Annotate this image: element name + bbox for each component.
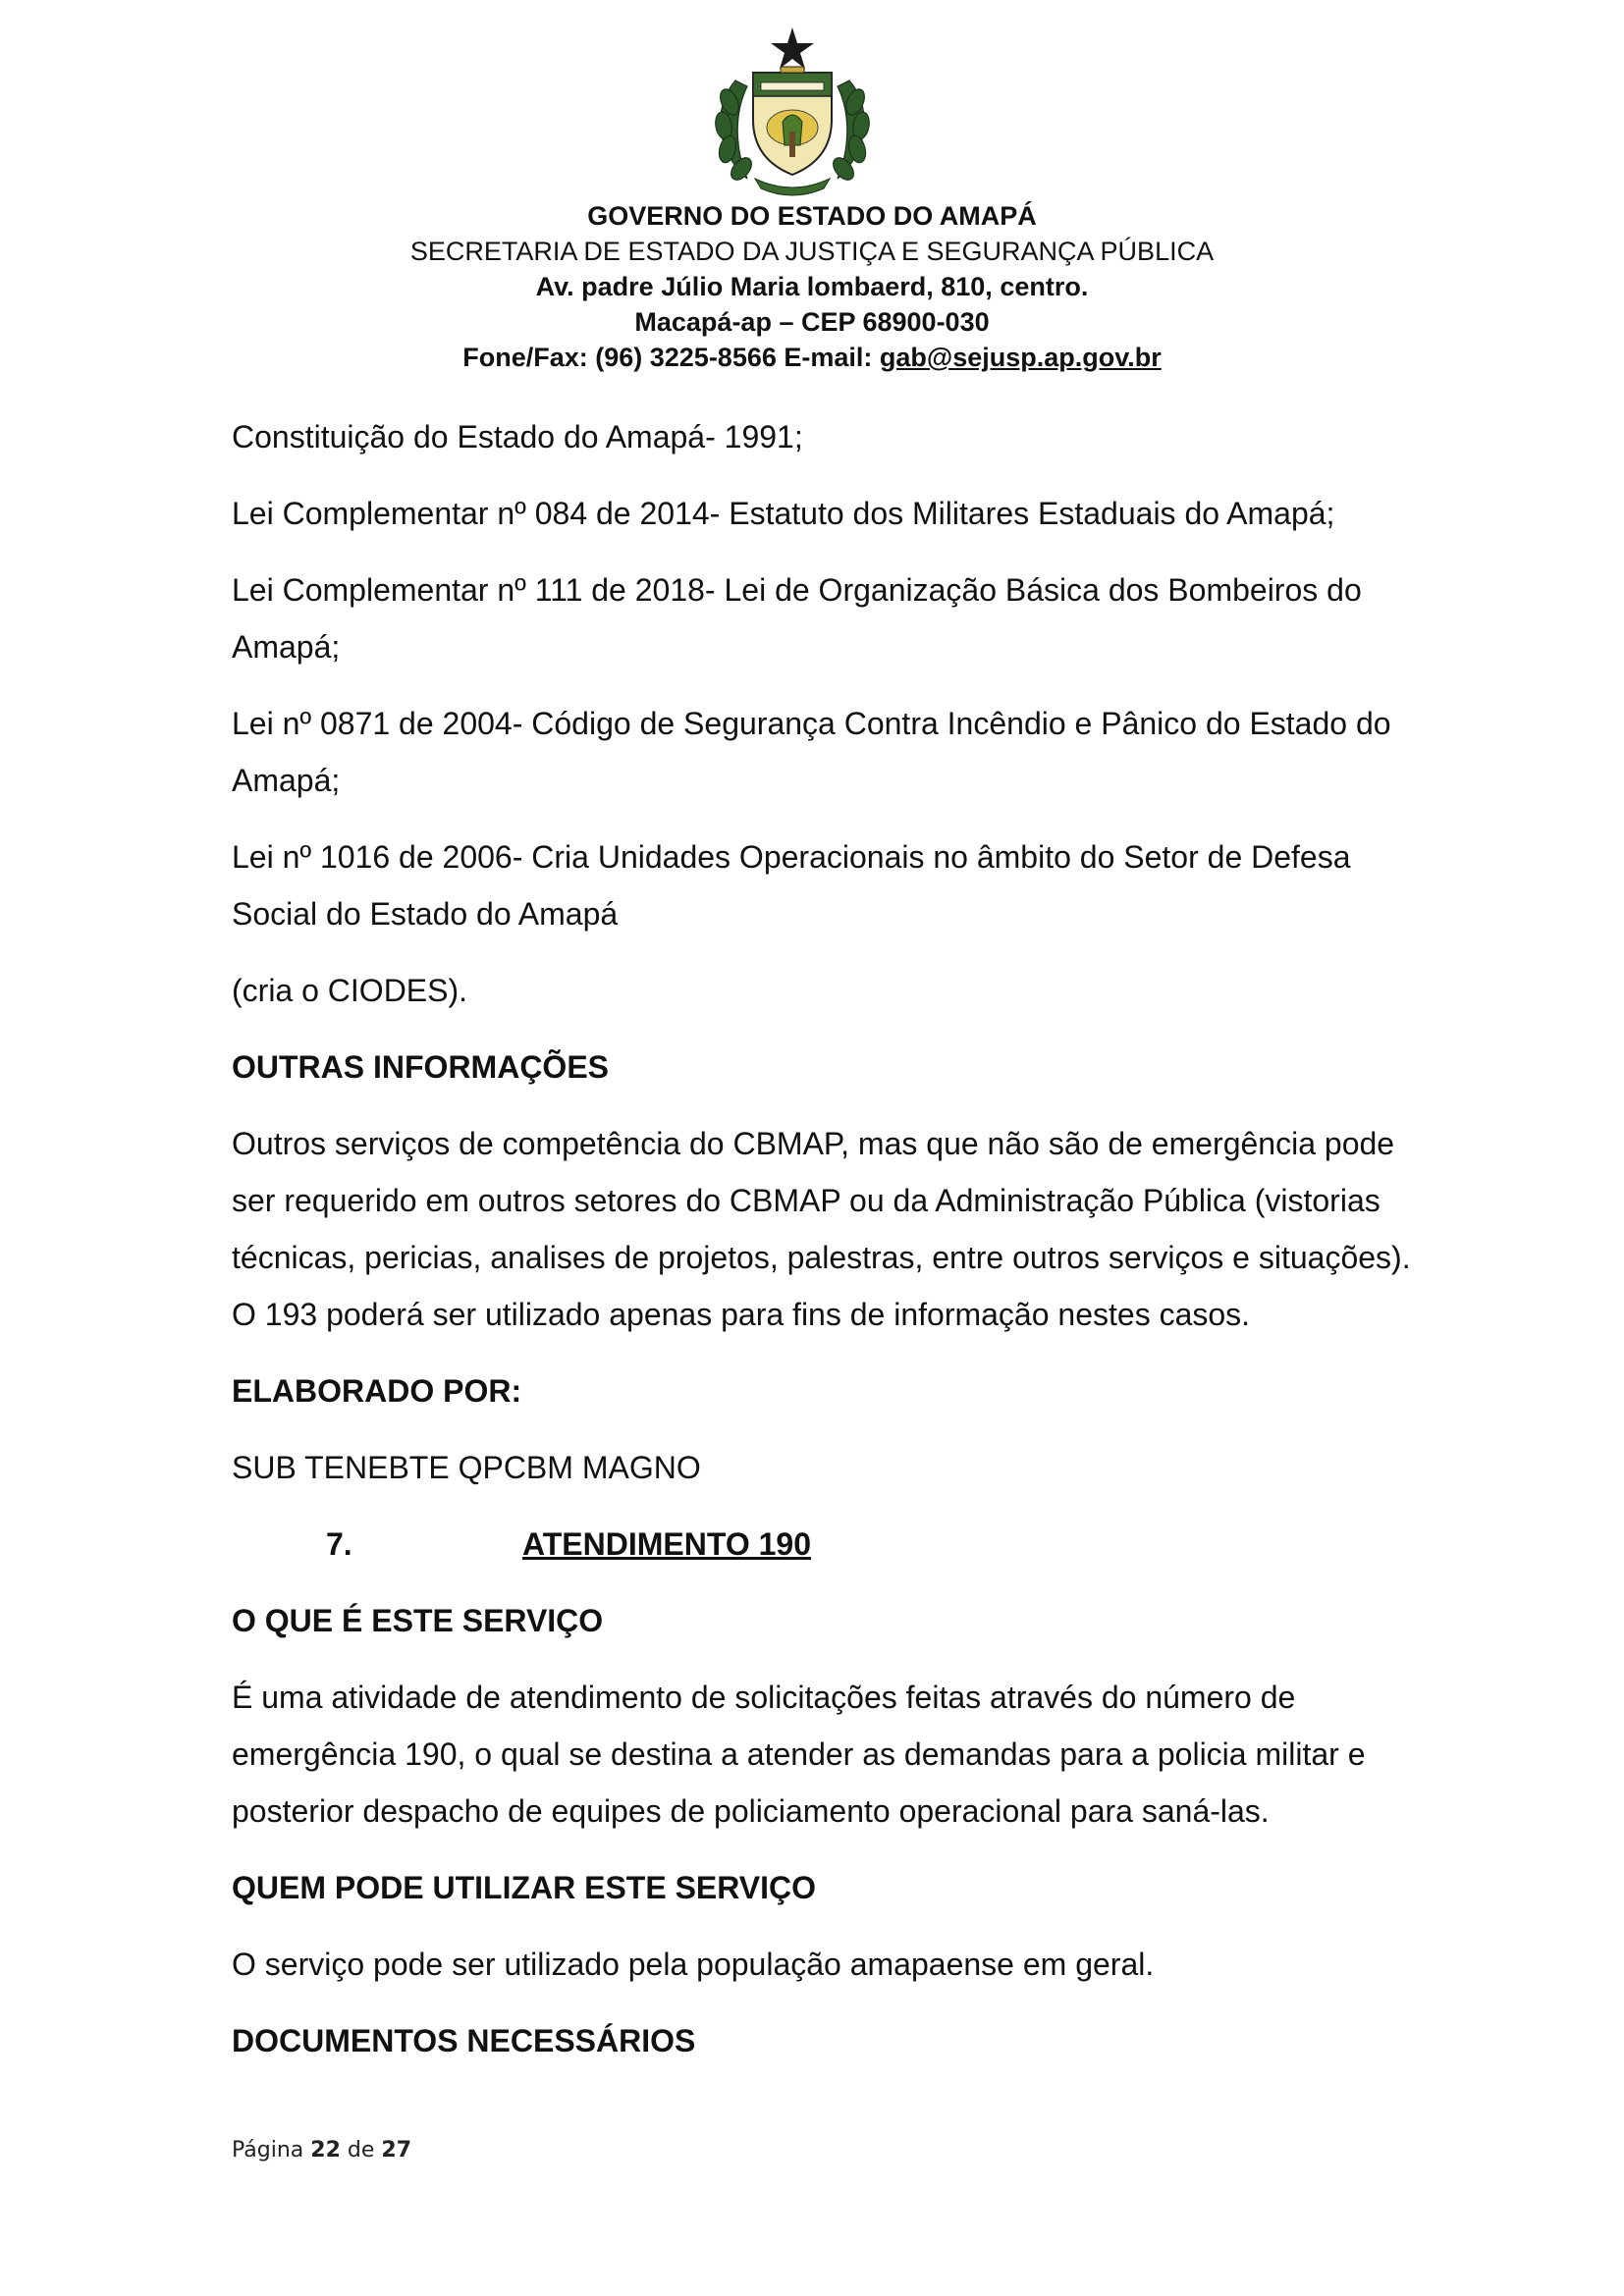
page-footer [232,2136,411,2165]
header-government: GOVERNO DO ESTADO DO AMAPÁ [587,201,1037,231]
other-info-line: técnicas, pericias, analises de projetos, palestras, entre outros serviços e situações). [232,1240,1411,1275]
heading-documents-required: DOCUMENTOS NECESSÁRIOS [232,2023,696,2058]
section-number: 7. [326,1526,352,1562]
law-complementar-111-line1: Lei Complementar nº 111 de 2018- Lei de Organização Básica dos Bombeiros do [232,572,1362,608]
heading-prepared-by: ELABORADO POR: [232,1373,522,1409]
what-service-line: É uma atividade de atendimento de solicitações feitas através do número de [232,1680,1296,1715]
page-of: de [347,2138,375,2163]
who-can-use-text: O serviço pode ser utilizado pela população amapaense em geral. [232,1947,1155,1982]
law-complementar-111-line2: Amapá; [232,629,341,665]
page-label: Página [232,2138,304,2163]
header-address: Av. padre Júlio Maria lombaerd, 810, centro. [535,272,1089,301]
law-constitution: Constituição do Estado do Amapá- 1991; [232,419,803,454]
law-1016-note: (cria o CIODES). [232,973,468,1008]
heading-who-can-use: QUEM PODE UTILIZAR ESTE SERVIÇO [232,1870,817,1905]
other-info-line: Outros serviços de competência do CBMAP, mas que não são de emergência pode [232,1126,1395,1161]
header-city: Macapá-ap – CEP 68900-030 [634,307,990,337]
law-0871-line2: Amapá; [232,763,341,798]
email-link[interactable]: gab@sejusp.ap.gov.br [879,343,1162,372]
header-contact [0,340,1624,375]
header-secretariat: SECRETARIA DE ESTADO DA JUSTIÇA E SEGURANÇA PÚBLICA [409,237,1215,266]
section-title: ATENDIMENTO 190 [522,1526,811,1562]
other-info-line: ser requerido em outros setores do CBMAP ou da Administração Pública (vistorias [232,1183,1380,1218]
page-current: 22 [310,2138,341,2163]
law-1016-line2: Social do Estado do Amapá [232,896,619,932]
contact-label: Fone/Fax: (96) 3225-8566 E-mail: [462,343,880,372]
other-info-line: O 193 poderá ser utilizado apenas para fins de informação nestes casos. [232,1297,1251,1332]
heading-other-info: OUTRAS INFORMAÇÕES [232,1049,609,1085]
coat-of-arms-emblem [696,22,889,198]
what-service-line: emergência 190, o qual se destina a atender as demandas para a policia militar e [232,1736,1366,1772]
prepared-by-name: SUB TENEBTE QPCBM MAGNO [232,1450,701,1485]
what-service-line: posterior despacho de equipes de policiamento operacional para saná-las. [232,1793,1270,1829]
law-0871-line1: Lei nº 0871 de 2004- Código de Segurança Contra Incêndio e Pânico do Estado do [232,706,1391,741]
page-total: 27 [381,2138,412,2163]
law-complementar-084: Lei Complementar nº 084 de 2014- Estatuto dos Militares Estaduais do Amapá; [232,496,1335,531]
heading-what-service: O QUE É ESTE SERVIÇO [232,1603,604,1638]
law-1016-line1: Lei nº 1016 de 2006- Cria Unidades Operacionais no âmbito do Setor de Defesa [232,839,1351,875]
